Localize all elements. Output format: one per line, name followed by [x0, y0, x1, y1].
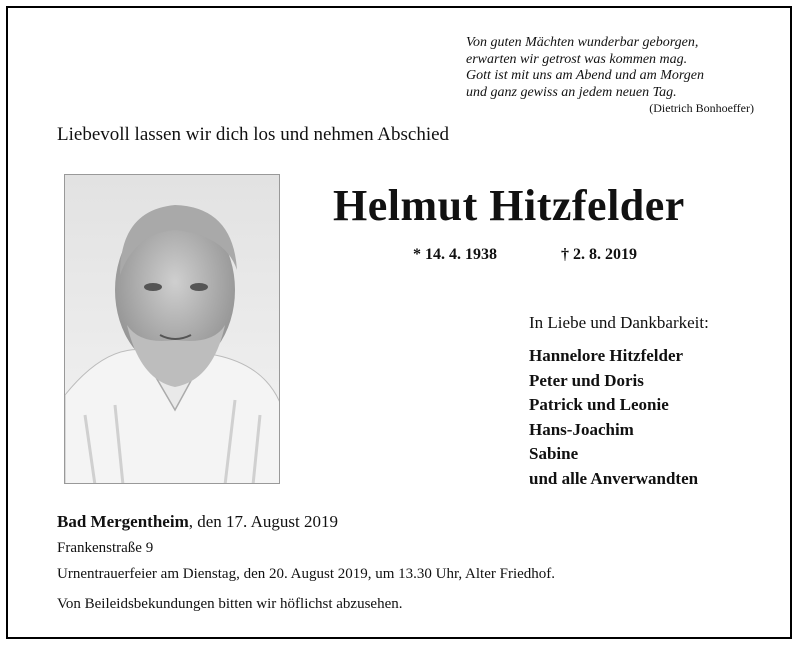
place-and-date: [57, 512, 338, 532]
deceased-name: Helmut Hitzfelder: [333, 181, 685, 230]
mourners-list: [529, 344, 698, 491]
farewell-intro: Liebevoll lassen wir dich los und nehmen Abschied: [57, 124, 450, 145]
mourner-name: Hans-Joachim: [529, 419, 634, 439]
portrait-illustration: [65, 175, 280, 484]
gratitude-heading: In Liebe und Dankbarkeit:: [529, 313, 709, 332]
birth-date: * 14. 4. 1938: [413, 246, 497, 263]
city: Bad Mergentheim: [57, 512, 189, 531]
death-date: † 2. 8. 2019: [561, 246, 637, 263]
condolence-note: Von Beileidsbekundungen bitten wir höflichst abzusehen.: [57, 596, 403, 612]
notice-date: , den 17. August 2019: [188, 512, 338, 531]
mourner-name: Peter und Doris: [529, 370, 644, 390]
quote-author: (Dietrich Bonhoeffer): [649, 101, 754, 115]
portrait-photo: [64, 174, 280, 484]
funeral-service-info: Urnentrauerfeier am Dienstag, den 20. August 2019, um 13.30 Uhr, Alter Friedhof.: [57, 566, 556, 582]
mourner-name: und alle Anverwandten: [529, 468, 699, 488]
quote-line: Gott ist mit uns am Abend und am Morgen: [466, 68, 704, 83]
mourner-name: Hannelore Hitzfelder: [529, 346, 684, 365]
quote-line: erwarten wir getrost was kommen mag.: [466, 51, 688, 67]
mourner-name: Sabine: [529, 444, 579, 463]
mourner-name: Patrick und Leonie: [529, 395, 669, 414]
quote-line: und ganz gewiss an jedem neuen Tag.: [466, 84, 677, 100]
bonhoeffer-quote: [466, 35, 756, 115]
quote-line: Von guten Mächten wunderbar geborgen,: [466, 35, 699, 50]
street-address: Frankenstraße 9: [57, 540, 154, 556]
life-dates: [413, 246, 637, 264]
